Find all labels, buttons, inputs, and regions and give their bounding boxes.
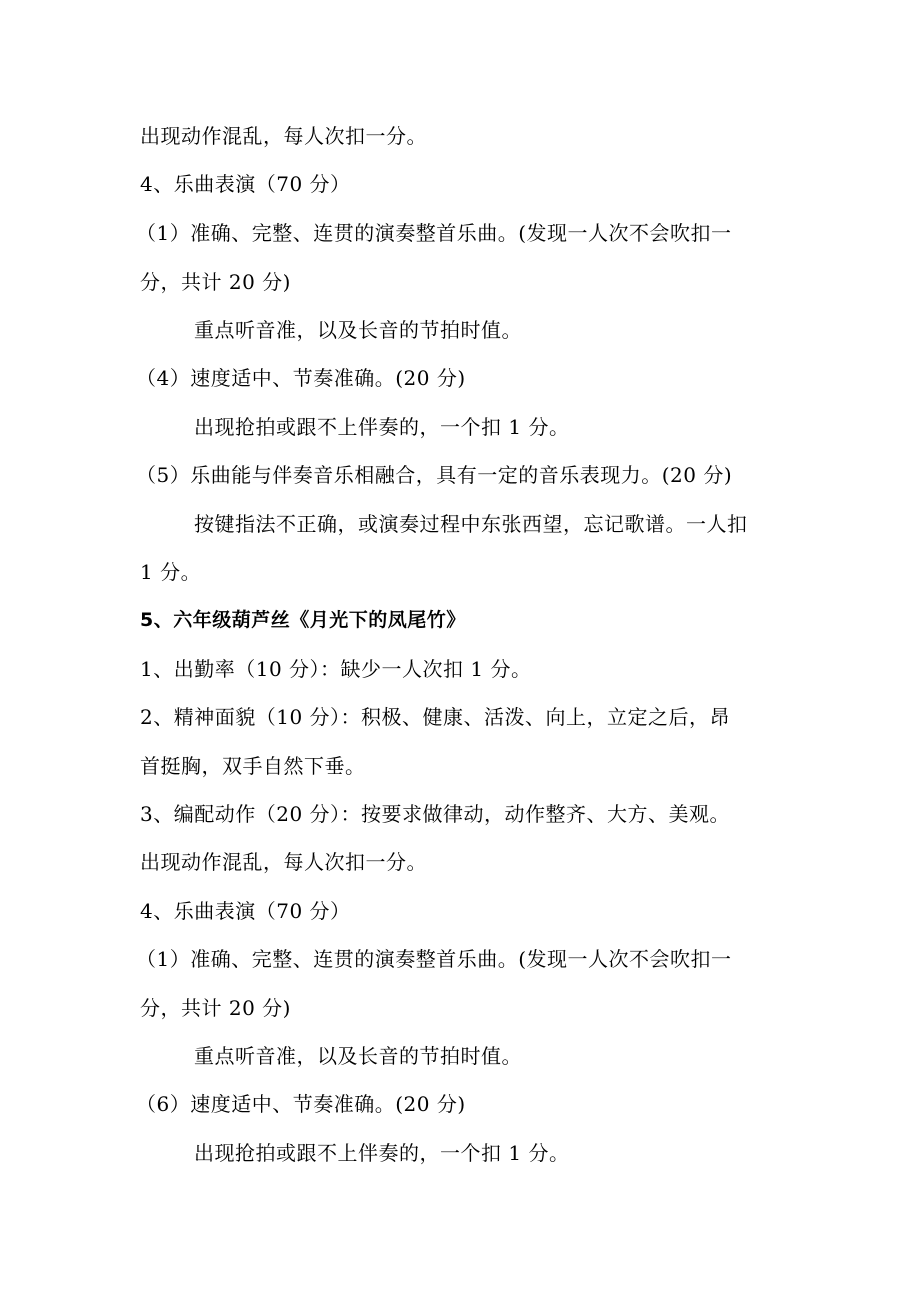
text-line: 4、乐曲表演（70 分）	[140, 899, 351, 923]
text-line: 重点听音准，以及长音的节拍时值。	[194, 318, 522, 342]
text-line: 分，共计 20 分)	[140, 996, 291, 1020]
text-line: （1）准确、完整、连贯的演奏整首乐曲。(发现一人次不会吹扣一	[136, 221, 732, 245]
text-line: （4）速度适中、节奏准确。(20 分)	[136, 366, 466, 390]
text-line: 1 分。	[140, 560, 202, 584]
text-line: 2、精神面貌（10 分）：积极、健康、活泼、向上，立定之后，昂	[140, 705, 731, 729]
text-line: 出现抢拍或跟不上伴奏的，一个扣 1 分。	[194, 1141, 570, 1165]
text-line: 4、乐曲表演（70 分）	[140, 172, 351, 196]
text-line: 按键指法不正确，或演奏过程中东张西望，忘记歌谱。一人扣	[194, 512, 748, 536]
text-line: 首挺胸，双手自然下垂。	[140, 754, 366, 778]
text-line: 3、编配动作（20 分）：按要求做律动，动作整齐、大方、美观。	[140, 802, 731, 826]
text-line: 出现抢拍或跟不上伴奏的，一个扣 1 分。	[194, 415, 570, 439]
text-line: （1）准确、完整、连贯的演奏整首乐曲。(发现一人次不会吹扣一	[136, 947, 732, 971]
section-heading: 5、六年级葫芦丝《月光下的凤尾竹》	[140, 609, 466, 631]
text-line: 重点听音准，以及长音的节拍时值。	[194, 1044, 522, 1068]
text-line: 出现动作混乱，每人次扣一分。	[140, 124, 427, 148]
text-line: 出现动作混乱，每人次扣一分。	[140, 850, 427, 874]
text-line: （5）乐曲能与伴奏音乐相融合，具有一定的音乐表现力。(20 分)	[136, 463, 733, 487]
text-line: （6）速度适中、节奏准确。(20 分)	[136, 1092, 466, 1116]
text-line: 分，共计 20 分)	[140, 270, 291, 294]
text-line: 1、出勤率（10 分）：缺少一人次扣 1 分。	[140, 657, 532, 681]
